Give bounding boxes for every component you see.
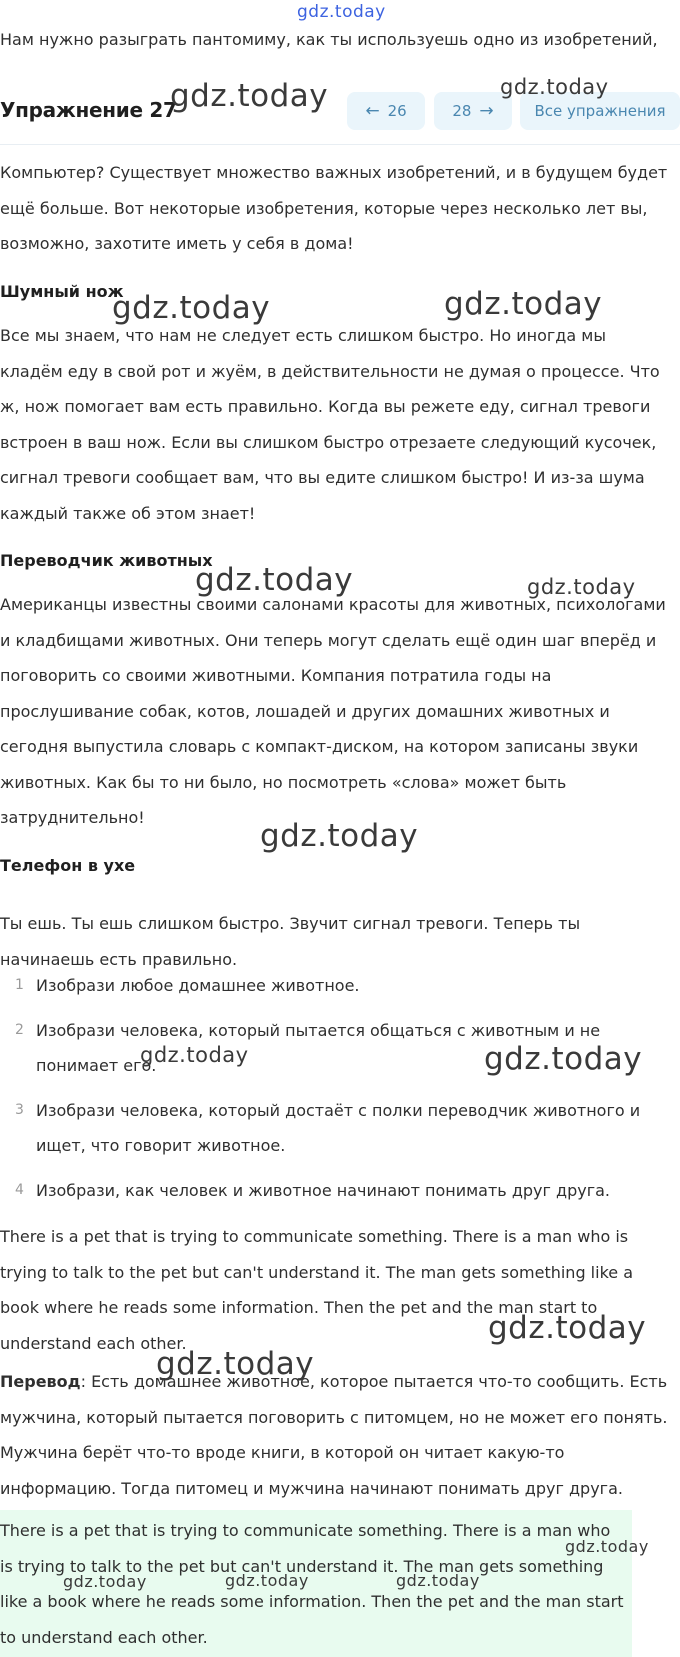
paragraph-animal-translator: Американцы известны своими салонами красоты для животных, психологами и кладбищами животных. Они теперь могут сделать ещё один шаг вперёд и поговорить со своими животными. Компания потратила годы на прослушивание собак, котов, лошадей и других домашних животных и сегодня выпустила словарь с компакт-диском, на котором записаны звуки животных. Как бы то ни было, но посмотреть «слова» может быть затруднительно! [0,595,666,827]
heading-phone-in-ear: Телефон в ухе [0,856,136,875]
translation-block [0,1364,668,1506]
next-exercise-label: 28 [452,102,472,120]
watermark: gdz.today [297,2,386,22]
task-number: 2 [15,1021,24,1038]
watermark: gdz.today [484,1041,643,1077]
watermark: gdz.today [500,75,609,99]
watermark: gdz.today [225,1571,309,1590]
answer-english: There is a pet that is trying to communicate something. There is a man who is trying to talk to the pet but can't understand it. The man gets something like a book where he reads some information. Then the pet and the man start to understand each other. [0,1227,633,1353]
watermark: gdz.today [260,818,419,854]
heading-animal-translator: Переводчик животных [0,551,213,570]
task-text: Изобрази любое домашнее животное. [36,976,360,995]
watermark: gdz.today [170,78,329,114]
translation-label: Перевод [0,1372,81,1391]
watermark: gdz.today [396,1571,480,1590]
watermark: gdz.today [444,286,603,322]
heading-noisy-knife: Шумный нож [0,282,124,301]
list-item [0,1173,668,1209]
prev-exercise-button[interactable] [347,92,425,130]
task-text: Изобрази человека, который достаёт с полки переводчик животного и ищет, что говорит животное. [36,1100,641,1155]
task-list [0,968,668,1217]
intro-line: Нам нужно разыграть пантомиму, как ты используешь одно из изобретений, [0,30,658,49]
paragraph-phone-in-ear: Ты ешь. Ты ешь слишком быстро. Звучит сигнал тревоги. Теперь ты начинаешь есть правильно. [0,914,581,969]
answer-highlight-text: There is a pet that is trying to communicate something. There is a man who is trying to talk to the pet but can't understand it. The man gets something like a book where he reads some information. Then the pet and the man start to understand each other. [0,1521,624,1647]
arrow-right-icon: → [479,100,494,121]
watermark: gdz.today [156,1346,315,1382]
watermark: gdz.today [527,575,636,599]
watermark: gdz.today [195,562,354,598]
prev-exercise-label: 26 [387,102,407,120]
watermark: gdz.today [63,1572,147,1591]
page-title: Упражнение 27 [0,98,177,122]
list-item [0,1093,668,1164]
paragraph-intro: Компьютер? Существует множество важных изобретений, и в будущем будет ещё больше. Вот некоторые изобретения, которые через несколько лет вы, возможно, захотите иметь у себя в дома! [0,163,668,253]
all-exercises-button[interactable]: Все упражнения [520,92,680,130]
task-number: 4 [15,1181,24,1198]
watermark: gdz.today [488,1310,647,1346]
arrow-left-icon: ← [365,100,380,121]
task-number: 3 [15,1101,24,1118]
translation-text: : Есть домашнее животное, которое пытается что-то сообщить. Есть мужчина, который пытается поговорить с питомцем, но не может его понять. Мужчина берёт что-то вроде книги, в которой он читает какую-то информацию. Тогда питомец и мужчина начинают понимать друг друга. [0,1372,668,1498]
task-text: Изобрази, как человек и животное начинают понимать друг друга. [36,1180,610,1200]
task-number: 1 [15,977,24,993]
paragraph-noisy-knife: Все мы знаем, что нам не следует есть слишком быстро. Но иногда мы кладём еду в свой рот и жуём, в действительности не думая о процессе. Что ж, нож помогает вам есть правильно. Когда вы режете еду, сигнал тревоги встроен в ваш нож. Если вы слишком быстро отрезаете следующий кусочек, сигнал тревоги сообщает вам, что вы едите слишком быстро! И из-за шума каждый также об этом знает! [0,326,660,523]
watermark: gdz.today [112,290,271,326]
list-item [0,968,668,1004]
watermark: gdz.today [565,1537,649,1556]
task-text: Изобрази человека, который пытается общаться с животным и не понимает его. [36,1020,601,1075]
watermark: gdz.today [140,1043,249,1067]
